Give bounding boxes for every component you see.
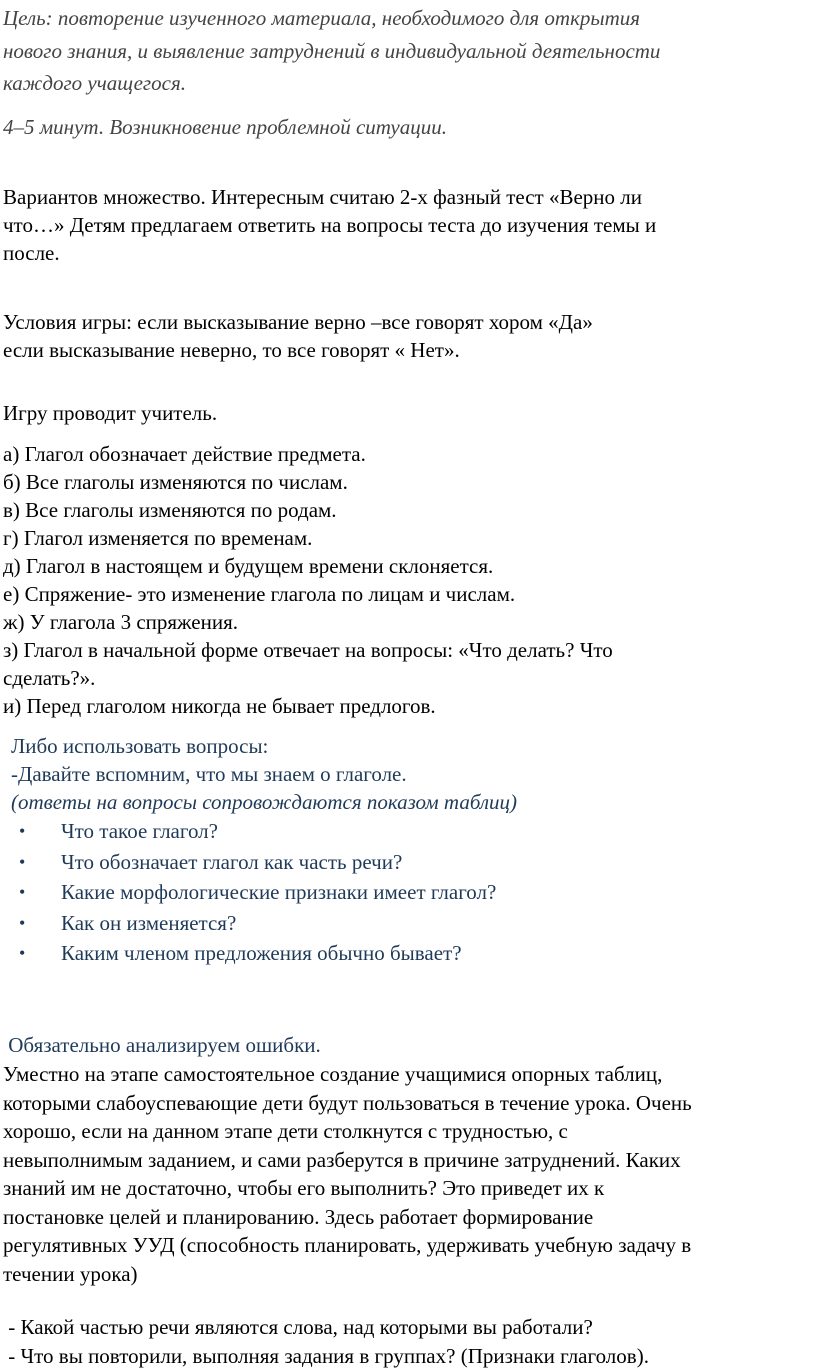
variants-line: после. xyxy=(3,241,60,265)
statement: в) Все глаголы изменяются по родам. xyxy=(3,498,337,522)
question-item: • Как он изменяется? xyxy=(19,910,237,935)
teacher-paragraph xyxy=(3,399,803,427)
final-question: - Какой частью речи являются слова, над которыми вы работали? xyxy=(3,1315,593,1339)
tables-line: хорошо, если на данном этапе дети столкнутся с трудностью, с xyxy=(3,1119,568,1143)
bullet-icon: • xyxy=(19,882,26,902)
rules-line: Условия игры: если высказывание верно –все говорят хором «Да» xyxy=(3,310,593,334)
questions-intro xyxy=(11,732,801,816)
goal-paragraph xyxy=(3,2,803,100)
statement: б) Все глаголы изменяются по числам. xyxy=(3,470,348,494)
tables-line: Уместно на этапе самостоятельное создание учащимися опорных таблиц, xyxy=(3,1062,663,1086)
question-item: • Каким членом предложения обычно бывает? xyxy=(19,941,462,965)
variants-line: что…» Детям предлагаем ответить на вопросы теста до изучения темы и xyxy=(3,213,657,237)
rules-paragraph xyxy=(3,308,803,364)
statement: з) Глагол в начальной форме отвечает на вопросы: «Что делать? Что xyxy=(3,638,613,662)
tables-paragraph xyxy=(3,1060,803,1288)
question-item: • Что такое глагол? xyxy=(19,819,218,843)
variants-paragraph xyxy=(3,183,803,267)
teacher-line: Игру проводит учитель. xyxy=(3,401,218,425)
statement: сделать?». xyxy=(3,666,96,690)
statement: д) Глагол в настоящем и будущем времени склоняется. xyxy=(3,554,494,578)
tables-line: знаний им не достаточно, чтобы его выполнить? Это приведет их к xyxy=(3,1176,605,1200)
tables-line: регулятивных УУД (способность планировать, удерживать учебную задачу в xyxy=(3,1233,692,1257)
questions-recall: -Давайте вспомним, что мы знаем о глаголе. xyxy=(11,762,407,786)
statement: е) Спряжение- это изменение глагола по лицам и числам. xyxy=(3,582,516,606)
bullet-icon: • xyxy=(19,912,26,933)
statement: и) Перед глаголом никогда не бывает предлогов. xyxy=(3,694,436,718)
question-item: • Что обозначает глагол как часть речи? xyxy=(19,849,403,874)
final-questions xyxy=(3,1313,803,1371)
errors-paragraph xyxy=(3,1031,793,1059)
statement: а) Глагол обозначает действие предмета. xyxy=(3,442,366,466)
rules-line: если высказывание неверно, то все говорят « Нет». xyxy=(3,338,460,362)
stage-paragraph xyxy=(3,111,803,144)
statement: г) Глагол изменяется по временам. xyxy=(3,526,313,550)
questions-list xyxy=(11,817,801,970)
errors-line: Обязательно анализируем ошибки. xyxy=(3,1033,321,1057)
question-item: • Какие морфологические признаки имеет глагол? xyxy=(19,880,497,904)
bullet-icon: • xyxy=(19,851,26,872)
goal-line: каждого учащегося. xyxy=(3,71,186,95)
variants-line: Вариантов множество. Интересным считаю 2-х фазный тест «Верно ли xyxy=(3,185,642,209)
bullet-icon: • xyxy=(19,821,26,841)
tables-line: которыми слабоуспевающие дети будут пользоваться в течение урока. Очень xyxy=(3,1090,692,1115)
stage-line: 4–5 минут. Возникновение проблемной ситуации. xyxy=(3,115,447,139)
statement: ж) У глагола 3 спряжения. xyxy=(3,610,238,634)
goal-line: Цель: повторение изученного материала, необходимого для открытия xyxy=(3,6,641,30)
statements-list xyxy=(3,440,803,720)
goal-line: нового знания, и выявление затруднений в индивидуальной деятельности xyxy=(3,38,661,63)
tables-line: течении урока) xyxy=(3,1261,138,1286)
questions-note: (ответы на вопросы сопровождаются показом таблиц) xyxy=(11,790,518,814)
final-question: - Что вы повторили, выполняя задания в группах? (Признаки глаголов). xyxy=(3,1344,649,1368)
tables-line: невыполнимым заданием, и сами разберутся в причине затруднений. Каких xyxy=(3,1147,681,1172)
bullet-icon: • xyxy=(19,943,26,963)
tables-line: постановке целей и планированию. Здесь работает формирование xyxy=(3,1204,594,1229)
questions-lead: Либо использовать вопросы: xyxy=(11,734,269,758)
